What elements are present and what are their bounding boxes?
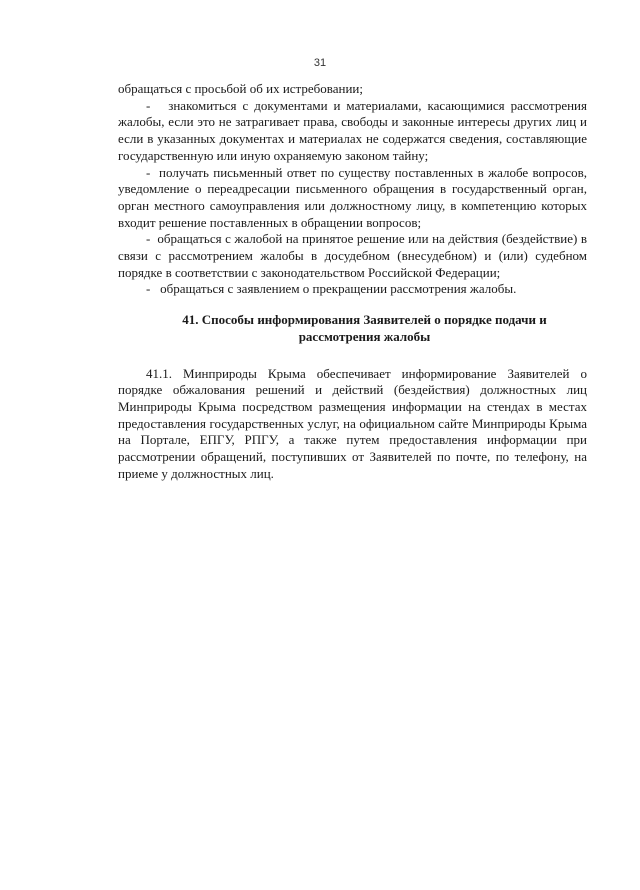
section-heading: 41. Способы информирования Заявителей о порядке подачи и рассмотрения жалобы	[182, 312, 547, 344]
paragraph-continuation: обращаться с просьбой об их истребовании;	[118, 81, 364, 96]
document-body	[118, 81, 587, 482]
page-number: 31	[313, 57, 327, 69]
list-item-written-answer: - получать письменный ответ по существу поставленных в жалобе вопросов, уведомление о переадресации письменного обращения в государственный орган, орган местного самоуправления или должностному лицу, в компетенцию которых входит решение поставленных в обращении вопросов;	[118, 164, 587, 230]
list-item-familiarize: - знакомиться с документами и материалами, касающимися рассмотрения жалобы, если это не затрагивает права, свободы и законные интересы других лиц и если в указанных документах и материалах не содержатся сведения, составляющие государственную или иную охраняемую законом тайну;	[118, 97, 587, 163]
list-item-appeal: - обращаться с жалобой на принятое решение или на действия (бездействие) в связи с рассмотрением жалобы в досудебном (внесудебном) и (или) судебном порядке в соответствии с законодательством Российской Федерации;	[118, 231, 587, 280]
list-item-withdraw: - обращаться с заявлением о прекращении рассмотрения жалобы.	[146, 281, 517, 297]
section-paragraph: 41.1. Минприроды Крыма обеспечивает информирование Заявителей о порядке обжалования решений и действий (бездействия) должностных лиц Минприроды Крыма посредством размещения информации на стендах в местах предоставления государственных услуг, на официальном сайте Минприроды Крыма на Портале, ЕПГУ, РПГУ, а также путем предоставления информации при рассмотрении обращений, поступивших от Заявителей по почте, по телефону, на приеме у должностных лиц.	[118, 365, 587, 481]
